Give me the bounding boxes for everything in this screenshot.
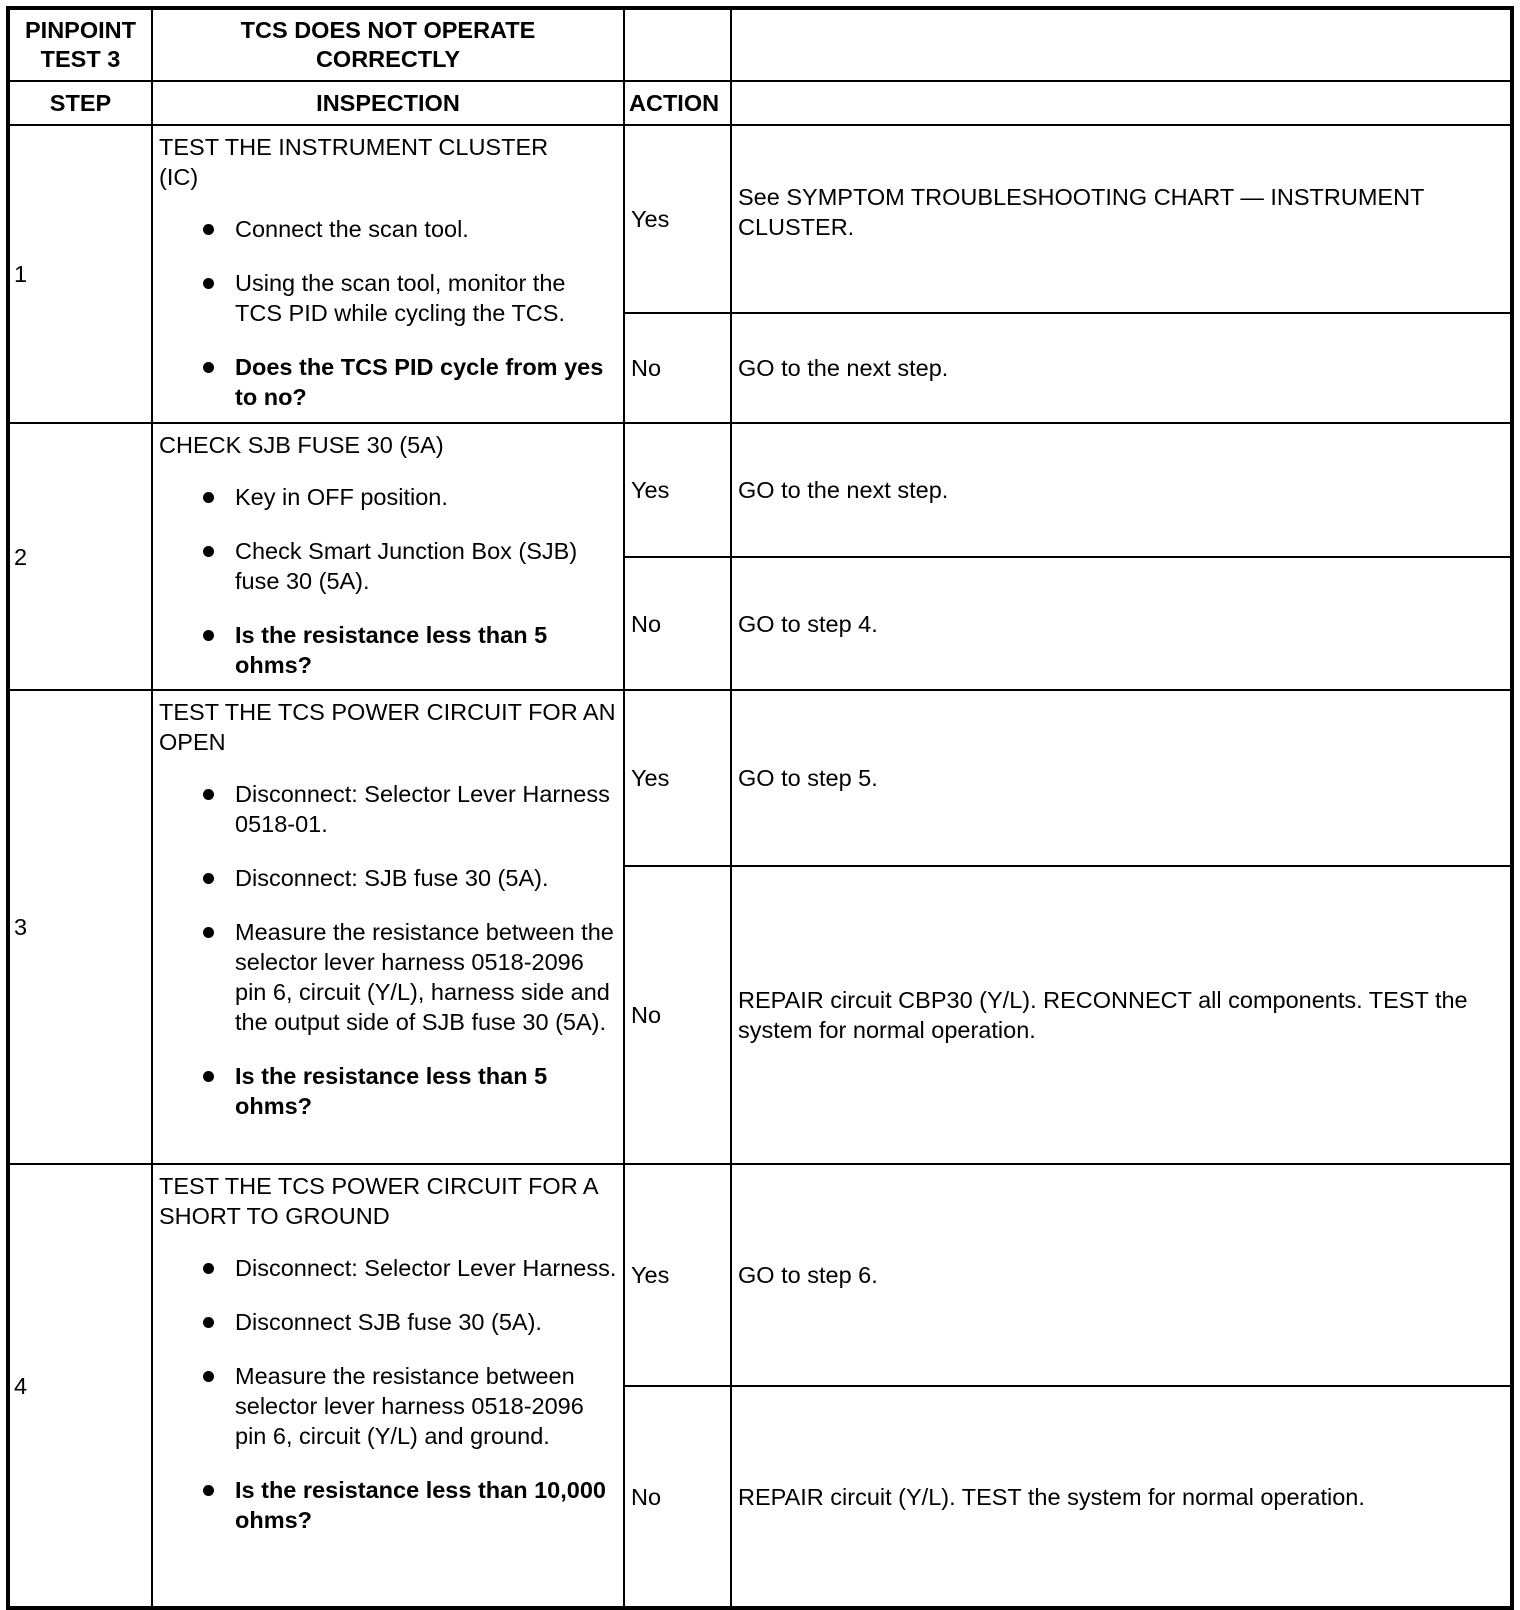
step-instructions	[159, 1253, 617, 1535]
step-1-yes-row	[8, 125, 1512, 313]
instruction-item: Disconnect: SJB fuse 30 (5A).	[203, 863, 617, 893]
pinpoint-test-table	[6, 6, 1514, 1610]
instruction-item: Measure the resistance between the selector lever harness 0518-2096 pin 6, circuit (Y/L), harness side and the output side of SJB fuse 30 (5A).	[203, 917, 617, 1037]
no-action: REPAIR circuit (Y/L). TEST the system for normal operation.	[731, 1386, 1512, 1608]
instruction-question: Is the resistance less than 5 ohms?	[203, 1061, 617, 1121]
bullet-icon	[203, 1371, 214, 1382]
step-instructions	[159, 482, 617, 680]
header-blank-cell	[731, 81, 1512, 125]
step-instructions	[159, 779, 617, 1121]
title-blank-cell	[731, 8, 1512, 81]
bullet-icon	[203, 362, 214, 373]
step-number: 3	[8, 690, 152, 1164]
step-2-yes-row	[8, 423, 1512, 557]
step-title: TEST THE INSTRUMENT CLUSTER (IC)	[159, 134, 549, 190]
instruction-item: Disconnect: Selector Lever Harness.	[203, 1253, 617, 1283]
no-label: No	[624, 557, 731, 690]
bullet-icon	[203, 1485, 214, 1496]
yes-label: Yes	[624, 690, 731, 866]
instruction-question: Is the resistance less than 10,000 ohms?	[203, 1475, 617, 1535]
step-number: 4	[8, 1164, 152, 1608]
instruction-item: Connect the scan tool.	[203, 214, 617, 244]
column-header-row	[8, 81, 1512, 125]
bullet-icon	[203, 927, 214, 938]
no-action: GO to the next step.	[731, 313, 1512, 423]
step-inspection	[152, 1164, 624, 1608]
step-instructions	[159, 214, 617, 412]
step-inspection	[152, 690, 624, 1164]
bullet-icon	[203, 492, 214, 503]
bullet-icon	[203, 873, 214, 884]
bullet-icon	[203, 1263, 214, 1274]
step-number: 2	[8, 423, 152, 690]
yes-action: GO to step 5.	[731, 690, 1512, 866]
yes-action: GO to the next step.	[731, 423, 1512, 557]
bullet-icon	[203, 546, 214, 557]
instruction-item: Measure the resistance between selector lever harness 0518-2096 pin 6, circuit (Y/L) and ground.	[203, 1361, 617, 1451]
yes-label: Yes	[624, 423, 731, 557]
bullet-icon	[203, 1317, 214, 1328]
no-label: No	[624, 313, 731, 423]
yes-action: GO to step 6.	[731, 1164, 1512, 1386]
column-header-action: ACTION	[624, 81, 731, 125]
instruction-item: Key in OFF position.	[203, 482, 617, 512]
yes-label: Yes	[624, 1164, 731, 1386]
yes-action: See SYMPTOM TROUBLESHOOTING CHART — INSTRUMENT CLUSTER.	[731, 125, 1512, 313]
instruction-item: Disconnect: Selector Lever Harness 0518-01.	[203, 779, 617, 839]
no-action: GO to step 4.	[731, 557, 1512, 690]
step-title: TEST THE TCS POWER CIRCUIT FOR A SHORT TO GROUND	[159, 1173, 598, 1229]
instruction-item: Check Smart Junction Box (SJB) fuse 30 (5A).	[203, 536, 617, 596]
no-label: No	[624, 866, 731, 1164]
test-title: TCS DOES NOT OPERATE CORRECTLY	[152, 8, 624, 81]
bullet-icon	[203, 630, 214, 641]
bullet-icon	[203, 224, 214, 235]
test-label: PINPOINT TEST 3	[8, 8, 152, 81]
step-number: 1	[8, 125, 152, 423]
column-header-inspection: INSPECTION	[152, 81, 624, 125]
instruction-question: Does the TCS PID cycle from yes to no?	[203, 352, 617, 412]
title-blank-cell	[624, 8, 731, 81]
step-inspection	[152, 125, 624, 423]
instruction-item: Disconnect SJB fuse 30 (5A).	[203, 1307, 617, 1337]
yes-label: Yes	[624, 125, 731, 313]
instruction-question: Is the resistance less than 5 ohms?	[203, 620, 617, 680]
step-inspection	[152, 423, 624, 690]
step-title: TEST THE TCS POWER CIRCUIT FOR AN OPEN	[159, 699, 616, 755]
no-action: REPAIR circuit CBP30 (Y/L). RECONNECT all components. TEST the system for normal operation.	[731, 866, 1512, 1164]
step-title: CHECK SJB FUSE 30 (5A)	[159, 432, 444, 458]
instruction-item: Using the scan tool, monitor the TCS PID while cycling the TCS.	[203, 268, 617, 328]
bullet-icon	[203, 1071, 214, 1082]
no-label: No	[624, 1386, 731, 1608]
bullet-icon	[203, 789, 214, 800]
column-header-step: STEP	[8, 81, 152, 125]
step-4-yes-row	[8, 1164, 1512, 1386]
title-row	[8, 8, 1512, 81]
bullet-icon	[203, 278, 214, 289]
pinpoint-test-sheet	[6, 6, 1510, 1603]
step-3-yes-row	[8, 690, 1512, 866]
